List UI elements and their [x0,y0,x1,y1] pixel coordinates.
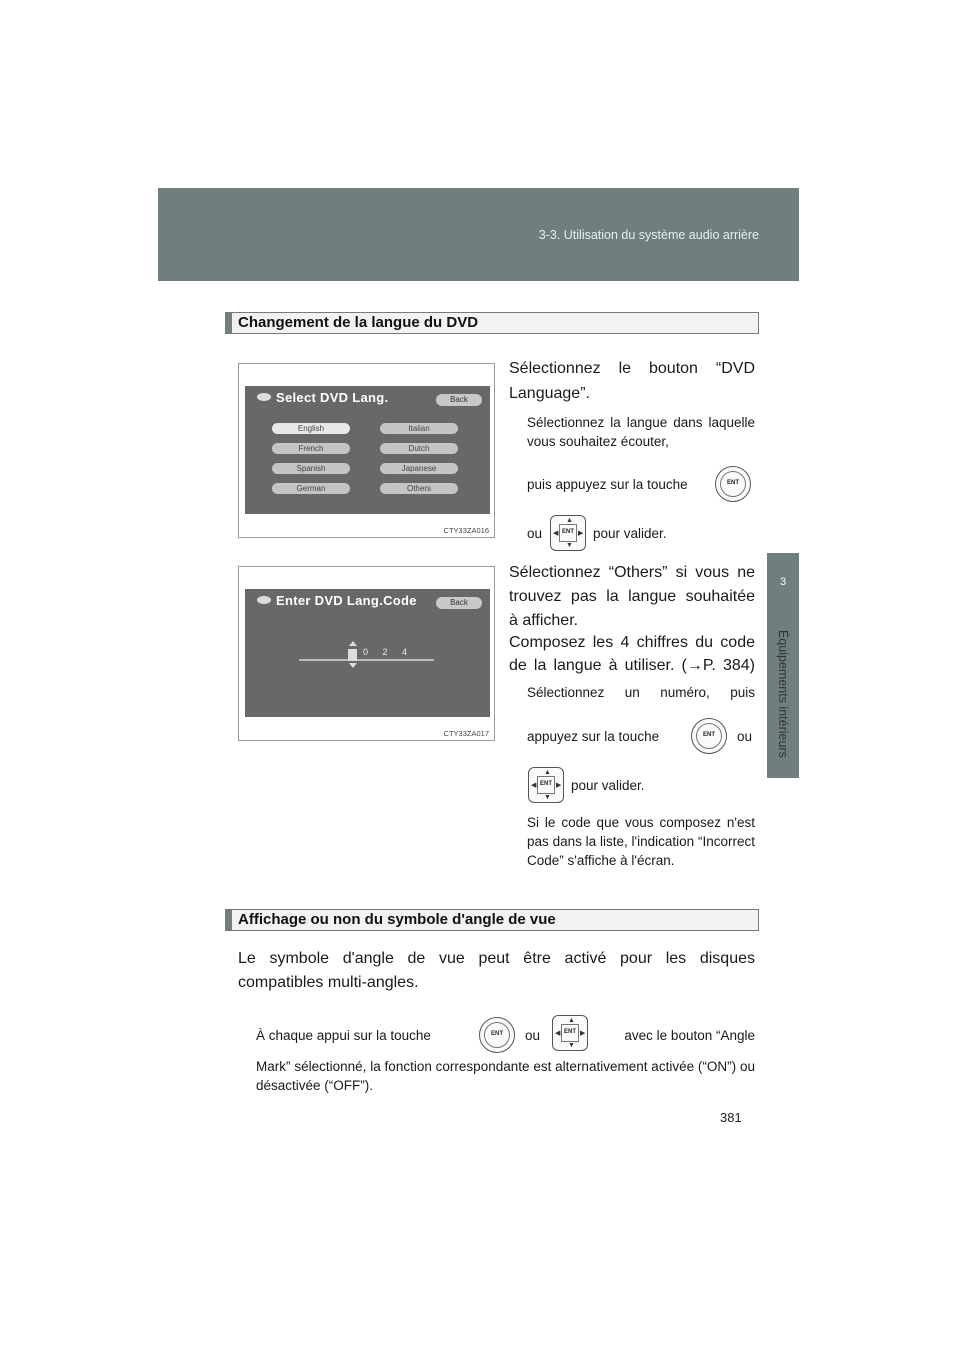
ent-button-icon: ENT [479,1017,515,1053]
screen-title: Enter DVD Lang.Code [257,593,417,608]
para-line2: compatibles multi-angles. [238,974,419,991]
back-button: Back [436,394,482,406]
sub1-text-c-post: pour valider. [593,526,667,541]
lang-option: Dutch [380,443,458,454]
heading-marker [226,313,232,333]
step2-line2: trouvez pas la langue souhaitée [509,588,755,605]
sub2-text-b-pre: appuyez sur la touche [527,729,660,744]
lang-option: Spanish [272,463,350,474]
joystick-ent-icon: ▲ ▼ ◀ ▶ ENT [552,1015,588,1051]
sub2-text-b-post: ou [737,729,753,744]
sub2-text-a: Sélectionnez un numéro, puis [527,685,755,700]
section-title: Affichage ou non du symbole d'angle de vue [238,911,556,928]
step2-line3: à afficher. [509,612,579,629]
step2-line5: de la langue à utiliser. (→P. 384) [509,657,755,674]
step2-line4: Composez les 4 chiffres du code [509,634,755,651]
breadcrumb: 3-3. Utilisation du système audio arrière [538,228,759,242]
screen-title: Select DVD Lang. [257,390,388,405]
screen-enter-lang-code [245,589,490,717]
code-underline [299,659,434,661]
code-cursor [348,649,357,661]
arrow-down-icon [349,663,357,668]
sub3-text-rest: Mark” sélectionné, la fonction correspondante est alternativement activée (“ON”) ou désactivée (“OFF”). [256,1059,755,1093]
step2-line1: Sélectionnez “Others” si vous ne [509,564,755,581]
lang-option: Japanese [380,463,458,474]
sub3-text-mid: ou [525,1028,541,1043]
ent-button-icon: ENT [691,718,727,754]
lang-option: Others [380,483,458,494]
section-heading-dvd-language [225,312,759,334]
sub3-text-post: avec le bouton “Angle [624,1028,755,1043]
para-line1: Le symbole d'angle de vue peut être activé pour les disques [238,950,755,967]
code-digits: 0 2 4 [363,647,414,657]
back-button: Back [436,597,482,609]
heading-marker [226,910,232,930]
figure-id: CTY33ZA016 [443,526,489,535]
sub1-text-b: puis appuyez sur la touche [527,477,688,492]
figure-id: CTY33ZA017 [443,729,489,738]
sub3-text-pre: À chaque appui sur la touche [256,1028,431,1043]
chapter-number: 3 [779,576,787,588]
section-heading-angle-mark [225,909,759,931]
lang-option: French [272,443,350,454]
sub1-text-c-pre: ou [527,526,543,541]
header-band [158,188,799,281]
step1-text: Sélectionnez le bouton “DVD Language”. [509,360,755,402]
screen-select-lang [245,386,490,514]
lang-option: Italian [380,423,458,434]
joystick-ent-icon: ▲ ▼ ◀ ▶ ENT [528,767,564,803]
joystick-ent-icon: ▲ ▼ ◀ ▶ ENT [550,515,586,551]
sub2-text-c: pour valider. [571,778,645,793]
sub1-text-a: Sélectionnez la langue dans laquelle vous souhaitez écouter, [527,415,755,449]
ent-button-icon: ENT [715,466,751,502]
lang-option: English [272,423,350,434]
screenshot-enter-lang-code [238,566,495,741]
note-text: Si le code que vous composez n'est pas dans la liste, l'indication “Incorrect Code” s'affiche à l'écran. [527,815,755,868]
lang-option: German [272,483,350,494]
section-title: Changement de la langue du DVD [238,314,479,331]
arrow-up-icon [349,641,357,646]
page-number: 381 [720,1110,742,1125]
chapter-label: Équipements intérieurs [776,630,790,758]
screenshot-select-lang [238,363,495,538]
